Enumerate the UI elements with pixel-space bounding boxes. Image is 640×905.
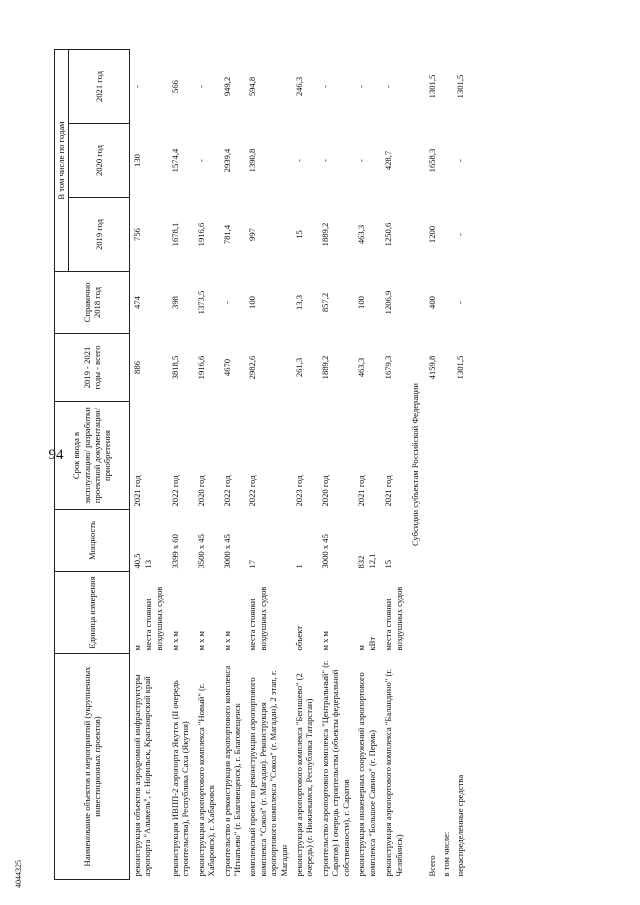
cell-y2020: - — [195, 159, 206, 162]
cell-total: 4159,8 — [426, 355, 437, 380]
cell-deadline: 2022 год — [170, 475, 180, 507]
cell-capacity — [245, 510, 292, 572]
cell-spacer — [453, 402, 467, 654]
header-deadline: Срок ввода в эксплуатацию/ разработки проектной документации/ приобретения — [55, 402, 130, 510]
cell-y2021: 566 — [170, 80, 180, 93]
cell-y2020 — [439, 124, 453, 198]
cell-ref2018: 13,3 — [294, 294, 305, 311]
cell-spacer — [439, 402, 453, 654]
cell-total: 886 — [132, 361, 142, 374]
cell-unit-line: м x м — [319, 631, 330, 651]
cell-unit-line: кВт — [367, 636, 378, 651]
cell-capacity-line: 1 — [294, 564, 305, 569]
header-2019: 2019 год — [69, 198, 130, 272]
cell-y2020: - — [294, 159, 305, 162]
cell-capacity-line: 832 — [356, 555, 367, 569]
cell-y2019: 997 — [247, 228, 258, 241]
totals-row — [425, 50, 439, 880]
cell-unit — [381, 572, 408, 654]
cell-y2019: 1678,1 — [170, 222, 180, 247]
cell-y2021: 594,8 — [247, 76, 258, 97]
cell-unit — [354, 572, 381, 654]
table-row — [381, 50, 408, 880]
cell-y2021: 1301,5 — [455, 74, 466, 99]
table-row — [318, 50, 354, 880]
table-row — [354, 50, 381, 880]
document-code: 4044325 — [14, 860, 23, 888]
cell-capacity — [168, 510, 194, 572]
cell-total: 3818,5 — [170, 355, 180, 380]
header-by-year-group: В том числе по годам — [55, 50, 69, 272]
cell-capacity — [354, 510, 381, 572]
cell-capacity-line: 3500 x 45 — [195, 534, 206, 569]
cell-name: реконструкция объектов аэродромной инфраструктуры аэропорта "Алыкель", г. Норильск, Красноярский край — [132, 674, 153, 877]
table-row — [194, 50, 220, 880]
cell-y2020: 428,7 — [383, 150, 394, 171]
investment-projects-table — [54, 49, 468, 880]
cell-ref2018: 400 — [426, 296, 437, 309]
header-2021: 2021 год — [69, 50, 130, 124]
table-row — [245, 50, 292, 880]
cell-capacity — [292, 510, 318, 572]
cell-y2019: 1200 — [426, 225, 437, 244]
cell-capacity-line: 3399 x 60 — [170, 534, 180, 569]
cell-y2021: 246,3 — [294, 76, 305, 97]
cell-capacity — [130, 510, 169, 572]
cell-unit-line: места стоянки воздушных судов — [383, 586, 405, 651]
band-label: Субсидии субъектам Российской Федерации — [410, 383, 421, 546]
table-row — [168, 50, 194, 880]
cell-capacity-line: 15 — [383, 559, 394, 569]
cell-total: 463,3 — [356, 357, 367, 378]
cell-ref2018: 857,2 — [319, 292, 330, 313]
cell-ref2018: 100 — [247, 296, 258, 309]
header-2020: 2020 год — [69, 124, 130, 198]
rotated-table-container — [54, 50, 634, 880]
cell-name: реконструкция инженерных сооружений аэропортового комплекса "Большое Савино" (г. Пермь) — [356, 672, 377, 877]
cell-total: 2982,6 — [247, 355, 258, 380]
cell-total: 261,3 — [294, 357, 305, 378]
cell-y2020: 2939,4 — [221, 148, 232, 173]
cell-y2021: - — [195, 85, 206, 88]
cell-name: комплексный проект по реконструкции аэропортового комплекса "Сокол" (г. Магадан). Реконструкция аэропортового комплекса "Сокол" (г. Магадан), 2 этап, г. Магадан — [247, 670, 289, 877]
cell-name: реконструкция аэропортового комплекса "Новый" (г. Хабаровск), г. Хабаровск — [195, 683, 217, 877]
cell-capacity-line: 3000 x 45 — [319, 534, 330, 569]
cell-total: 1916,6 — [195, 355, 206, 380]
cell-total: 1679,3 — [383, 355, 394, 380]
cell-unit-line: м — [132, 645, 142, 651]
cell-name: реконструкция аэропортового комплекса "Бегишево" (2 очередь) (г. Нижнекамск, Республика Татарстан) — [294, 673, 315, 877]
cell-ref2018 — [439, 272, 453, 334]
band-row — [408, 50, 424, 880]
cell-deadline: 2022 год — [221, 475, 232, 507]
cell-unit-line: м x м — [170, 631, 180, 651]
cell-total: 1889,2 — [319, 355, 330, 380]
page-number: 94 — [48, 447, 64, 463]
cell-capacity — [194, 510, 220, 572]
cell-name: Всего — [426, 855, 437, 877]
cell-name: строительство и реконструкция аэропортового комплекса "Игнатьево" (г. Благовещенск), г. Благовещенск — [221, 665, 243, 877]
table-body — [130, 50, 468, 880]
cell-capacity-line: 17 — [247, 559, 258, 569]
cell-name: строительство аэропортового комплекса "Центральный" (г. Саратов) I очередь строительства (объекты федеральной собственности), г. Саратов — [319, 660, 351, 877]
cell-unit — [245, 572, 292, 654]
cell-deadline: 2021 год — [356, 475, 367, 507]
cell-spacer — [425, 402, 439, 654]
cell-ref2018: - — [455, 301, 466, 304]
cell-deadline: 2022 год — [247, 475, 258, 507]
cell-capacity — [381, 510, 408, 572]
cell-ref2018: 474 — [132, 296, 142, 309]
cell-y2020: 130 — [132, 154, 142, 167]
cell-y2020: 1390,8 — [247, 148, 258, 173]
header-unit: Единица измерения — [55, 572, 130, 654]
cell-ref2018: 398 — [170, 296, 180, 309]
cell-deadline: 2021 год — [383, 475, 394, 507]
cell-y2021: - — [356, 85, 367, 88]
totals-row — [439, 50, 453, 880]
cell-unit-line: места стоянки воздушных судов — [247, 586, 269, 651]
cell-deadline: 2020 год — [319, 475, 330, 507]
cell-y2020: 1658,3 — [426, 148, 437, 173]
cell-unit-line: м x м — [195, 631, 206, 651]
cell-y2019: 1250,6 — [383, 222, 394, 247]
cell-unit-line: м x м — [221, 631, 232, 651]
cell-ref2018: 1373,5 — [195, 290, 206, 315]
cell-unit — [292, 572, 318, 654]
cell-capacity — [318, 510, 354, 572]
cell-capacity-line: 12,1 — [367, 553, 378, 569]
cell-y2019: - — [455, 233, 466, 236]
table-header — [55, 50, 130, 880]
cell-y2021: - — [383, 85, 394, 88]
cell-y2021: 949,2 — [221, 76, 232, 97]
header-name: Наименование объектов и мероприятий (укрупненных инвестиционных проектов) — [55, 654, 130, 880]
cell-name: реконструкция ИВПП-2 аэропорта Якутск (II очередь строительства), Республика Саха (Якутия) — [170, 680, 191, 877]
cell-unit — [318, 572, 354, 654]
cell-y2020: - — [455, 159, 466, 162]
cell-total: 4670 — [221, 358, 232, 377]
cell-y2021 — [439, 50, 453, 124]
cell-unit-line: объект — [294, 625, 305, 651]
totals-row — [453, 50, 467, 880]
cell-name: реконструкция аэропортового комплекса "Баландино" (г. Челябинск) — [383, 668, 404, 877]
cell-y2020: 1574,4 — [170, 148, 180, 173]
header-ref2018: Справочно 2018 год — [55, 272, 130, 334]
cell-y2019 — [439, 198, 453, 272]
cell-capacity-line: 3000 x 45 — [221, 534, 232, 569]
table-row — [292, 50, 318, 880]
cell-name: нераспределенные средства — [455, 774, 466, 877]
cell-unit-line: м — [356, 645, 367, 651]
table-row — [130, 50, 169, 880]
cell-ref2018: - — [221, 301, 232, 304]
header-capacity: Мощность — [55, 510, 130, 572]
cell-deadline: 2020 год — [195, 475, 206, 507]
cell-y2021: - — [319, 85, 330, 88]
cell-capacity — [220, 510, 246, 572]
cell-ref2018: 100 — [356, 296, 367, 309]
cell-ref2018: 1206,9 — [383, 290, 394, 315]
cell-deadline: 2021 год — [132, 475, 142, 507]
cell-y2019: 781,4 — [221, 224, 232, 245]
cell-capacity-line: 40,5 — [132, 553, 142, 569]
cell-y2019: 1916,6 — [195, 222, 206, 247]
cell-unit-line: места стоянки воздушных судов — [143, 586, 164, 651]
cell-y2021: - — [132, 85, 142, 88]
cell-unit — [130, 572, 169, 654]
table-row — [220, 50, 246, 880]
cell-unit — [220, 572, 246, 654]
cell-y2019: 15 — [294, 230, 305, 239]
cell-y2021: 1301,5 — [426, 74, 437, 99]
cell-y2019: 463,3 — [356, 224, 367, 245]
cell-y2019: 756 — [132, 228, 142, 241]
cell-deadline: 2023 год — [294, 475, 305, 507]
cell-total — [439, 334, 453, 402]
cell-y2019: 1889,2 — [319, 222, 330, 247]
cell-y2020: - — [319, 159, 330, 162]
cell-y2020: - — [356, 159, 367, 162]
cell-total: 1301,5 — [455, 355, 466, 380]
cell-unit — [168, 572, 194, 654]
cell-name: в том числе: — [440, 831, 451, 877]
header-total: 2019 - 2021 годы - всего — [55, 334, 130, 402]
cell-unit — [194, 572, 220, 654]
cell-capacity-line: 13 — [143, 559, 153, 569]
